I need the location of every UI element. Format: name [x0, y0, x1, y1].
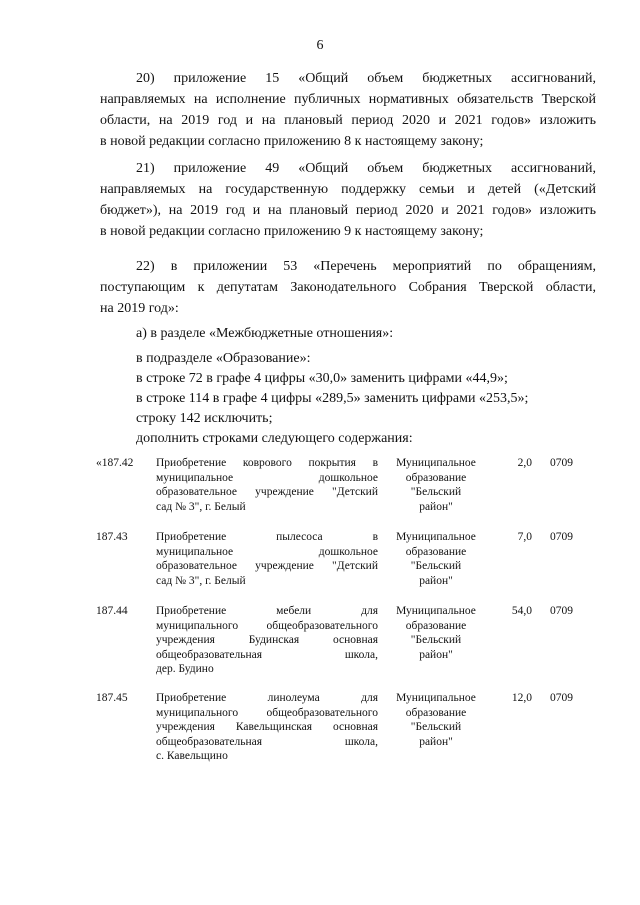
paragraph-line: направляемых на государственную поддержку семьи и детей («Детский [100, 182, 596, 197]
description-line: общеобразовательная школа, [156, 648, 378, 661]
description-line: муниципального общеобразовательного [156, 619, 378, 632]
change-line: строку 142 исключить; [136, 411, 273, 426]
row-number: 187.45 [96, 692, 128, 704]
municipality-line: Муниципальное [396, 605, 476, 617]
municipality-line: Муниципальное [396, 692, 476, 704]
description-line: образовательное учреждение "Детский [156, 560, 378, 572]
municipality-line: район" [419, 735, 453, 748]
description-line: сад № 3", г. Белый [156, 500, 246, 513]
change-line: дополнить строками следующего содержания: [136, 431, 413, 446]
description-line: муниципальное дошкольное [156, 471, 378, 484]
description-line: дер. Будино [156, 663, 214, 675]
row-amount: 54,0 [511, 605, 532, 617]
municipality-line: Муниципальное [396, 457, 476, 469]
municipality-line: район" [419, 574, 453, 587]
municipality-line: район" [419, 500, 453, 513]
description-line: муниципального общеобразовательного [156, 706, 378, 719]
row-municipality [388, 456, 484, 514]
row-code: 0709 [550, 605, 573, 617]
paragraph-line: в новой редакции согласно приложению 8 к настоящему закону; [100, 134, 484, 149]
change-line: в строке 72 в графе 4 цифры «30,0» заменить цифрами «44,9»; [136, 371, 508, 386]
row-number: 187.44 [96, 605, 128, 617]
description-line: сад № 3", г. Белый [156, 574, 246, 587]
row-number: 187.43 [96, 531, 128, 543]
row-description [156, 691, 378, 764]
description-line: учреждения Будинская основная [156, 634, 378, 646]
paragraph-line: бюджет»), на 2019 год и на плановый период 2020 и 2021 годов» изложить [100, 203, 596, 218]
paragraph-item-21 [100, 158, 596, 242]
row-code: 0709 [550, 531, 573, 543]
section-heading: а) в разделе «Межбюджетные отношения»: [136, 326, 394, 341]
description-line: общеобразовательная школа, [156, 735, 378, 748]
description-line: муниципальное дошкольное [156, 545, 378, 558]
row-number: «187.42 [96, 457, 134, 469]
description-line: учреждения Кавельщинская основная [156, 721, 378, 733]
description-line: Приобретение пылесоса в [156, 531, 378, 543]
municipality-line: район" [419, 648, 453, 661]
municipality-line: образование [405, 706, 467, 719]
paragraph-line: 20) приложение 15 «Общий объем бюджетных ассигнований, [136, 71, 596, 86]
row-description [156, 530, 378, 588]
municipality-line: "Бельский [410, 560, 462, 572]
row-municipality [388, 691, 484, 749]
municipality-line: "Бельский [410, 721, 462, 733]
paragraph-line: на 2019 год»: [100, 301, 179, 316]
municipality-line: "Бельский [410, 634, 462, 646]
paragraph-line: области, на 2019 год и на плановый период 2020 и 2021 годов» изложить [100, 113, 596, 128]
paragraph-line: 21) приложение 49 «Общий объем бюджетных ассигнований, [136, 161, 596, 176]
description-line: образовательное учреждение "Детский [156, 486, 378, 498]
row-amount: 7,0 [517, 531, 532, 543]
description-line: Приобретение коврового покрытия в [156, 457, 378, 469]
paragraph-item-20 [100, 68, 596, 152]
municipality-line: "Бельский [410, 486, 462, 498]
row-code: 0709 [550, 692, 573, 704]
paragraph-line: в новой редакции согласно приложению 9 к настоящему закону; [100, 224, 484, 239]
municipality-line: образование [405, 619, 467, 632]
row-description [156, 604, 378, 677]
change-line: в строке 114 в графе 4 цифры «289,5» заменить цифрами «253,5»; [136, 391, 529, 406]
row-municipality [388, 530, 484, 588]
row-amount: 2,0 [517, 457, 532, 469]
description-line: с. Кавельщино [156, 750, 228, 762]
description-line: Приобретение мебели для [156, 605, 378, 617]
row-code: 0709 [550, 457, 573, 469]
municipality-line: Муниципальное [396, 531, 476, 543]
paragraph-line: поступающим к депутатам Законодательного Собрания Тверской области, [100, 280, 596, 295]
description-line: Приобретение линолеума для [156, 692, 378, 704]
row-amount: 12,0 [511, 692, 532, 704]
paragraph-line: направляемых на исполнение публичных нормативных обязательств Тверской [100, 92, 596, 107]
paragraph-line: 22) в приложении 53 «Перечень мероприятий по обращениям, [136, 259, 596, 274]
subsection-heading: в подразделе «Образование»: [136, 351, 311, 366]
row-municipality [388, 604, 484, 662]
page-number: 6 [316, 38, 324, 53]
municipality-line: образование [405, 545, 467, 558]
municipality-line: образование [405, 471, 467, 484]
row-description [156, 456, 378, 514]
paragraph-item-22 [100, 256, 596, 319]
